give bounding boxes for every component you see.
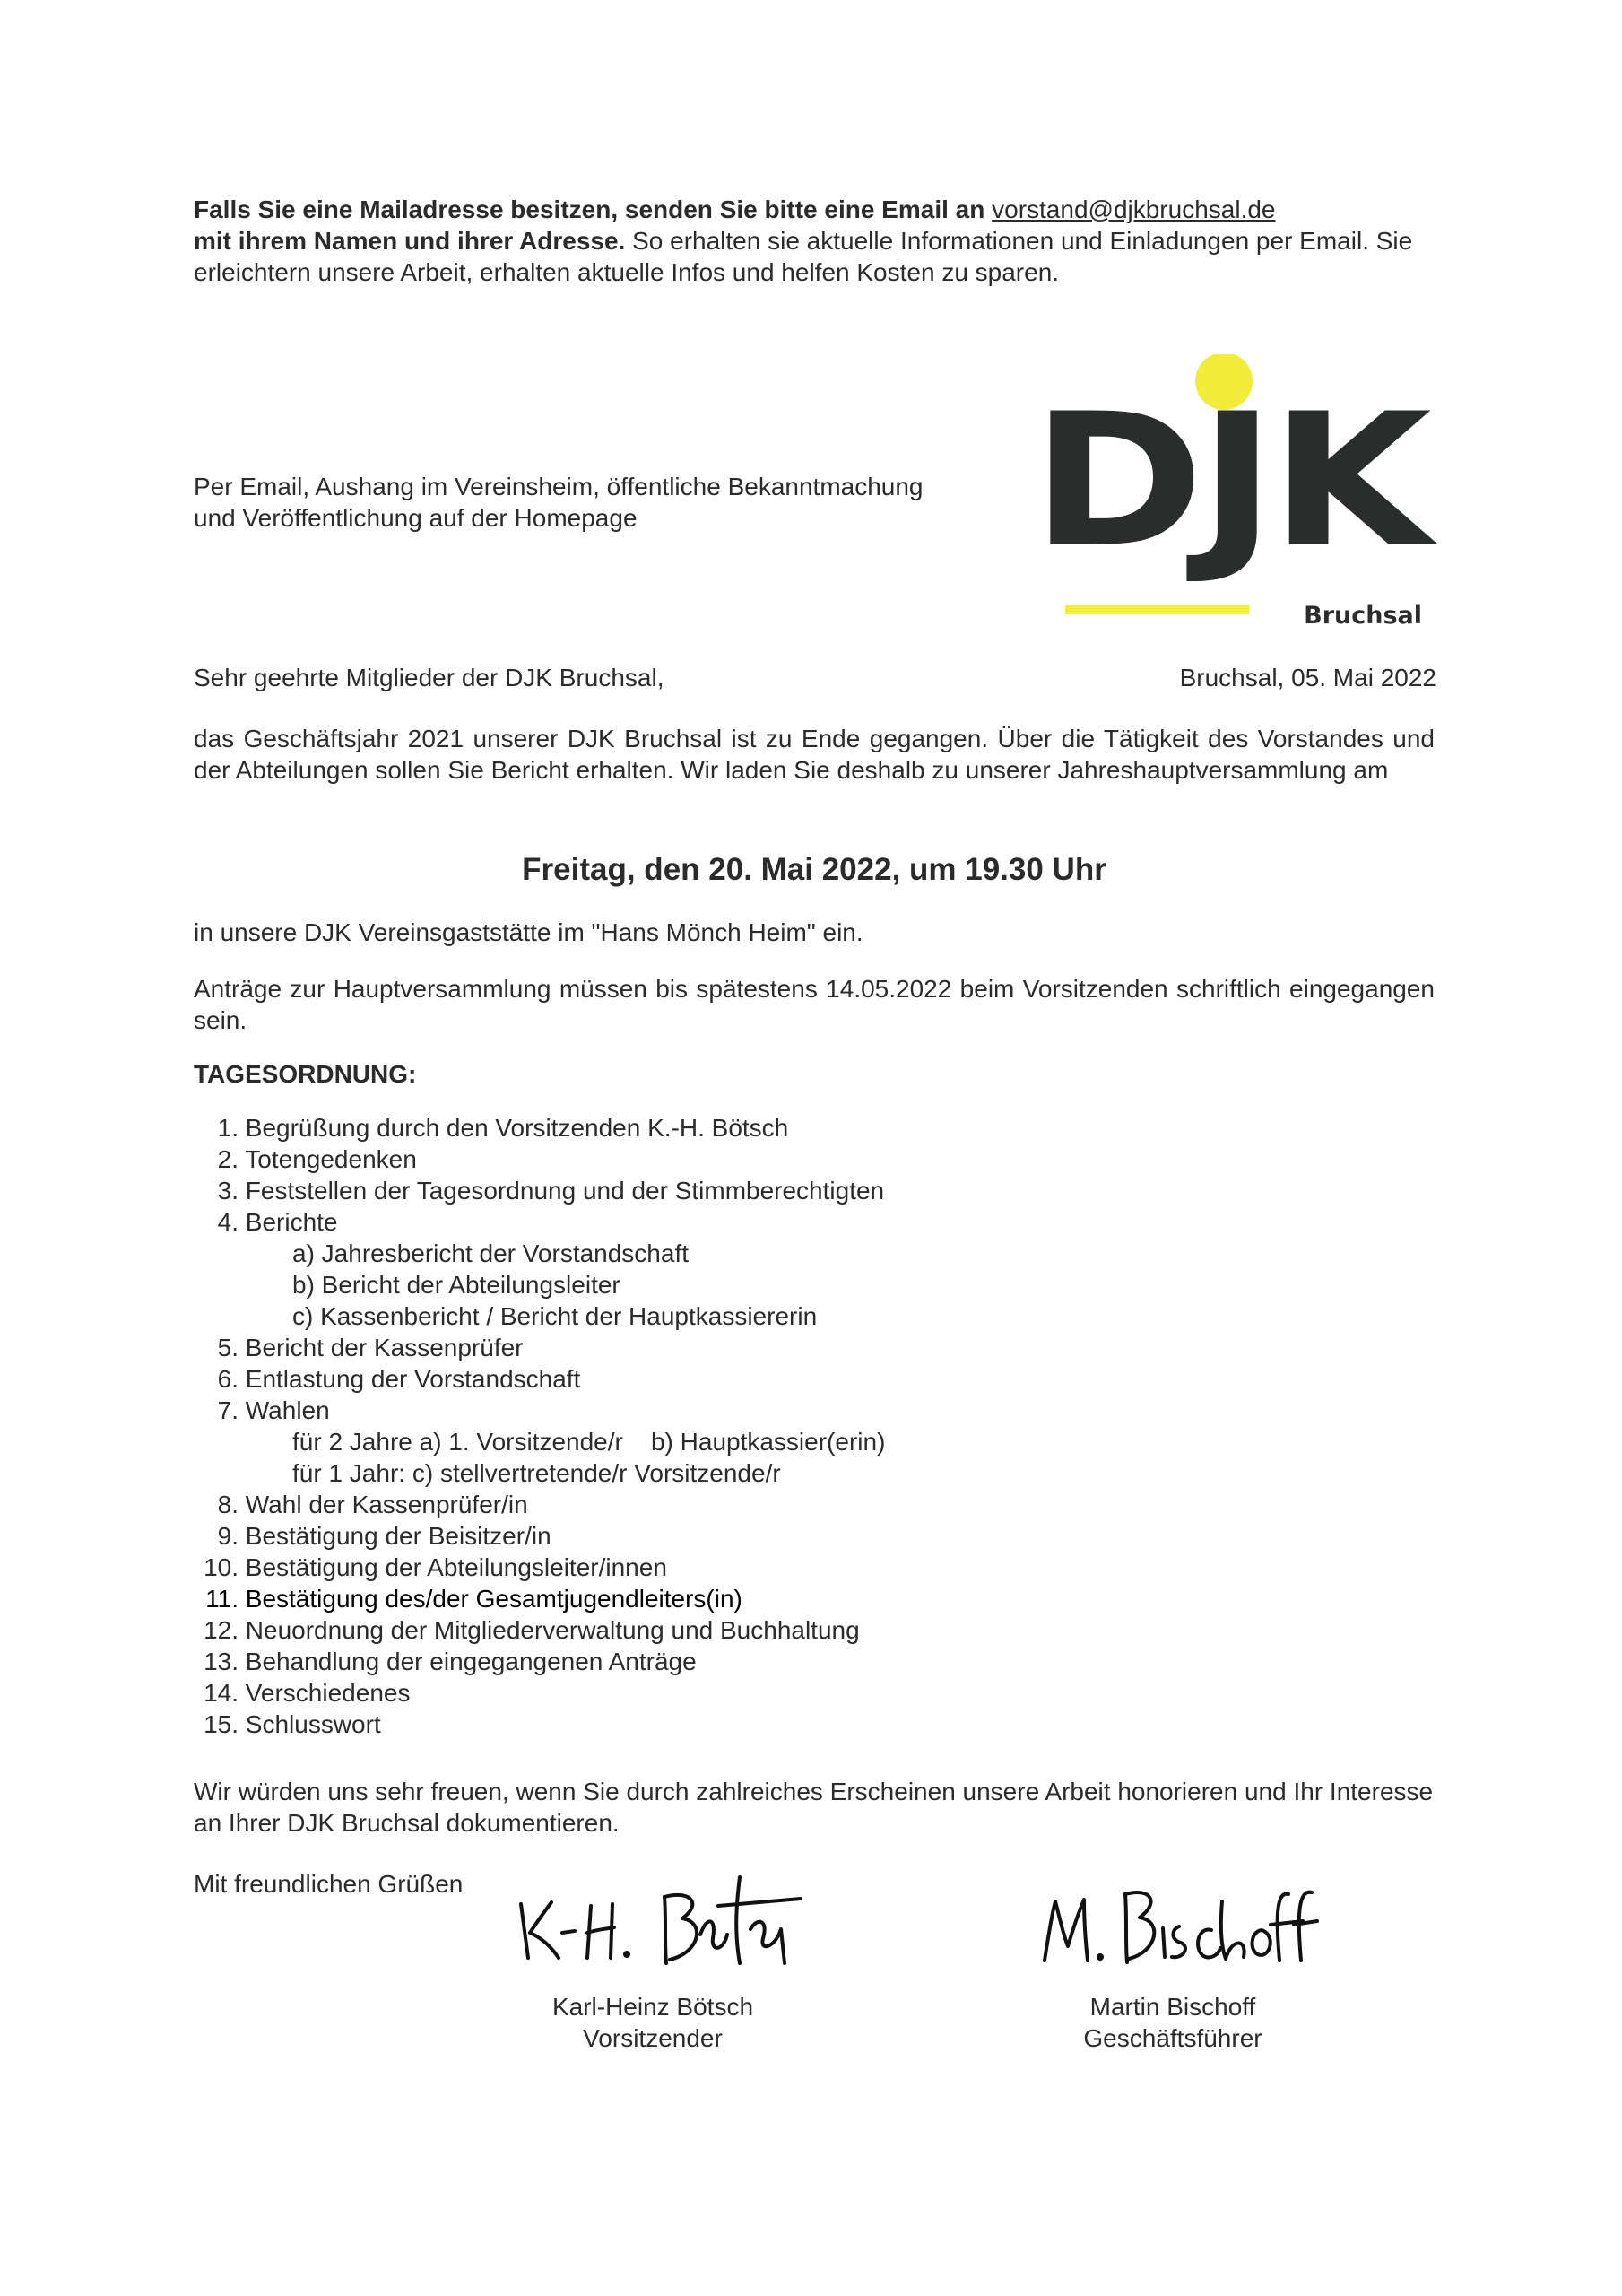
agenda-item xyxy=(194,1489,1359,1520)
agenda-item xyxy=(194,1614,1359,1646)
agenda-item-text: Entlastung der Vorstandschaft xyxy=(245,1365,581,1393)
signer-name: Karl-Heinz Bötsch xyxy=(551,1993,754,2021)
agenda-item-text: Verschiedenes xyxy=(245,1679,411,1707)
agenda-title: TAGESORDNUNG: xyxy=(194,1060,417,1088)
agenda-item-text: Totengedenken xyxy=(245,1145,417,1173)
signer-name: Martin Bischoff xyxy=(1089,1993,1256,2021)
agenda-item-number: 14. xyxy=(204,1679,239,1707)
agenda-item-number: 5. xyxy=(217,1334,239,1361)
agenda-item xyxy=(194,1175,1359,1206)
email-request-rest: So erhalten sie aktuelle Informationen und Einladungen per Email. Sie erleichtern unsere Arbeit, erhalten aktuelle Infos und helfen Kosten zu sparen. xyxy=(194,227,1413,286)
logo-wordmark: DJK xyxy=(1031,375,1439,588)
agenda-item-text: Neuordnung der Mitgliederverwaltung und Buchhaltung xyxy=(245,1616,860,1644)
agenda-item-number: 1. xyxy=(217,1114,239,1142)
agenda-item xyxy=(194,1552,1359,1583)
agenda-item-text: Wahlen xyxy=(245,1396,330,1424)
channels-line-2: und Veröffentlichung auf der Homepage xyxy=(194,504,638,532)
agenda-subitem: a) Jahresbericht der Vorstandschaft xyxy=(292,1239,690,1267)
agenda-item xyxy=(194,1363,1359,1395)
agenda-item-number: 13. xyxy=(204,1648,239,1675)
agenda-item-number: 10. xyxy=(204,1553,239,1581)
agenda-item xyxy=(194,1583,1359,1614)
agenda-item xyxy=(194,1709,1359,1740)
signature-boetsch xyxy=(516,1870,811,1973)
signer-role: Geschäftsführer xyxy=(1083,2024,1262,2052)
signature-bischoff-graphic xyxy=(1036,1874,1323,1973)
agenda-subitem: für 1 Jahr: c) stellvertretende/r Vorsitzende/r xyxy=(292,1459,781,1487)
agenda-item-text: Begrüßung durch den Vorsitzenden K.-H. Bötsch xyxy=(245,1114,789,1142)
agenda-item xyxy=(194,1520,1359,1552)
agenda-item-text: Bestätigung der Abteilungsleiter/innen xyxy=(245,1553,667,1581)
agenda-subitem: für 2 Jahre a) 1. Vorsitzende/r b) Hauptkassier(erin) xyxy=(292,1428,886,1456)
agenda-item-number: 4. xyxy=(217,1208,239,1236)
agenda-item-text: Feststellen der Tagesordnung und der Stimmberechtigten xyxy=(245,1177,885,1205)
agenda-subitem: c) Kassenbericht / Bericht der Hauptkassiererin xyxy=(292,1302,818,1330)
agenda-item xyxy=(194,1646,1359,1677)
djk-logo xyxy=(1031,354,1444,641)
agenda-item-number: 2. xyxy=(217,1145,239,1173)
channels-line-1: Per Email, Aushang im Vereinsheim, öffentliche Bekanntmachung xyxy=(194,473,924,500)
agenda-item-text: Berichte xyxy=(245,1208,338,1236)
email-request-lead-2: mit ihrem Namen und ihrer Adresse. xyxy=(194,227,626,255)
agenda-item-text: Schlusswort xyxy=(245,1710,381,1738)
agenda-item-number: 12. xyxy=(204,1616,239,1644)
motions-deadline: Anträge zur Hauptversammlung müssen bis spätestens 14.05.2022 beim Vorsitzenden schriftlich eingegangen sein. xyxy=(194,975,1435,1034)
agenda-list xyxy=(194,1112,1359,1740)
agenda-item-number: 6. xyxy=(217,1365,239,1393)
agenda-item-number: 7. xyxy=(217,1396,239,1424)
agenda-item xyxy=(194,1677,1359,1709)
signer-chairman xyxy=(473,1991,832,2054)
agenda-item-text: Wahl der Kassenprüfer/in xyxy=(245,1491,528,1518)
agenda-item xyxy=(194,1144,1359,1175)
signature-boetsch-graphic xyxy=(516,1870,811,1973)
agenda-item xyxy=(194,1395,1359,1426)
agenda-item-number: 15. xyxy=(204,1710,239,1738)
agenda-item-text: Bericht der Kassenprüfer xyxy=(245,1334,524,1361)
meeting-date-heading: Freitag, den 20. Mai 2022, um 19.30 Uhr xyxy=(522,852,1106,887)
greeting: Mit freundlichen Grüßen xyxy=(194,1870,464,1898)
agenda-item-number: 9. xyxy=(217,1522,239,1550)
email-request-lead: Falls Sie eine Mailadresse besitzen, senden Sie bitte eine Email an xyxy=(194,196,985,223)
logo-subtitle: Bruchsal xyxy=(1304,602,1422,630)
agenda-item xyxy=(194,1332,1359,1363)
agenda-item xyxy=(194,1112,1359,1144)
agenda-item-text: Bestätigung des/der Gesamtjugendleiters(in) xyxy=(245,1585,742,1613)
agenda-item-number: 11. xyxy=(205,1585,239,1613)
agenda-item xyxy=(194,1206,1359,1238)
invitation-text: das Geschäftsjahr 2021 unserer DJK Bruchsal ist zu Ende gegangen. Über die Tätigkeit des Vorstandes und der Abteilungen sollen Sie Bericht erhalten. Wir laden Sie deshalb zu unserer Jahreshauptversammlung am xyxy=(194,725,1435,784)
agenda-item-number: 3. xyxy=(217,1177,239,1205)
email-request-paragraph xyxy=(194,194,1440,288)
closing-paragraph: Wir würden uns sehr freuen, wenn Sie durch zahlreiches Erscheinen unsere Arbeit honorieren und Ihr Interesse an Ihrer DJK Bruchsal dokumentieren. xyxy=(194,1778,1434,1837)
email-link[interactable]: vorstand@djkbruchsal.de xyxy=(992,196,1276,223)
agenda-subitem: b) Bericht der Abteilungsleiter xyxy=(292,1271,620,1299)
signer-managing-director xyxy=(993,1991,1352,2054)
venue-text: in unsere DJK Vereinsgaststätte im "Hans Mönch Heim" ein. xyxy=(194,918,863,946)
salutation: Sehr geehrte Mitglieder der DJK Bruchsal, xyxy=(194,664,664,691)
agenda-item-text: Behandlung der eingegangenen Anträge xyxy=(245,1648,697,1675)
agenda-item-number: 8. xyxy=(217,1491,239,1518)
publication-channels xyxy=(194,471,1001,534)
logo-underline xyxy=(1065,605,1249,614)
agenda-item-text: Bestätigung der Beisitzer/in xyxy=(245,1522,551,1550)
place-date: Bruchsal, 05. Mai 2022 xyxy=(1179,664,1436,691)
djk-logo-graphic xyxy=(1031,354,1444,641)
signature-bischoff xyxy=(1036,1874,1323,1973)
signer-role: Vorsitzender xyxy=(583,2024,723,2052)
